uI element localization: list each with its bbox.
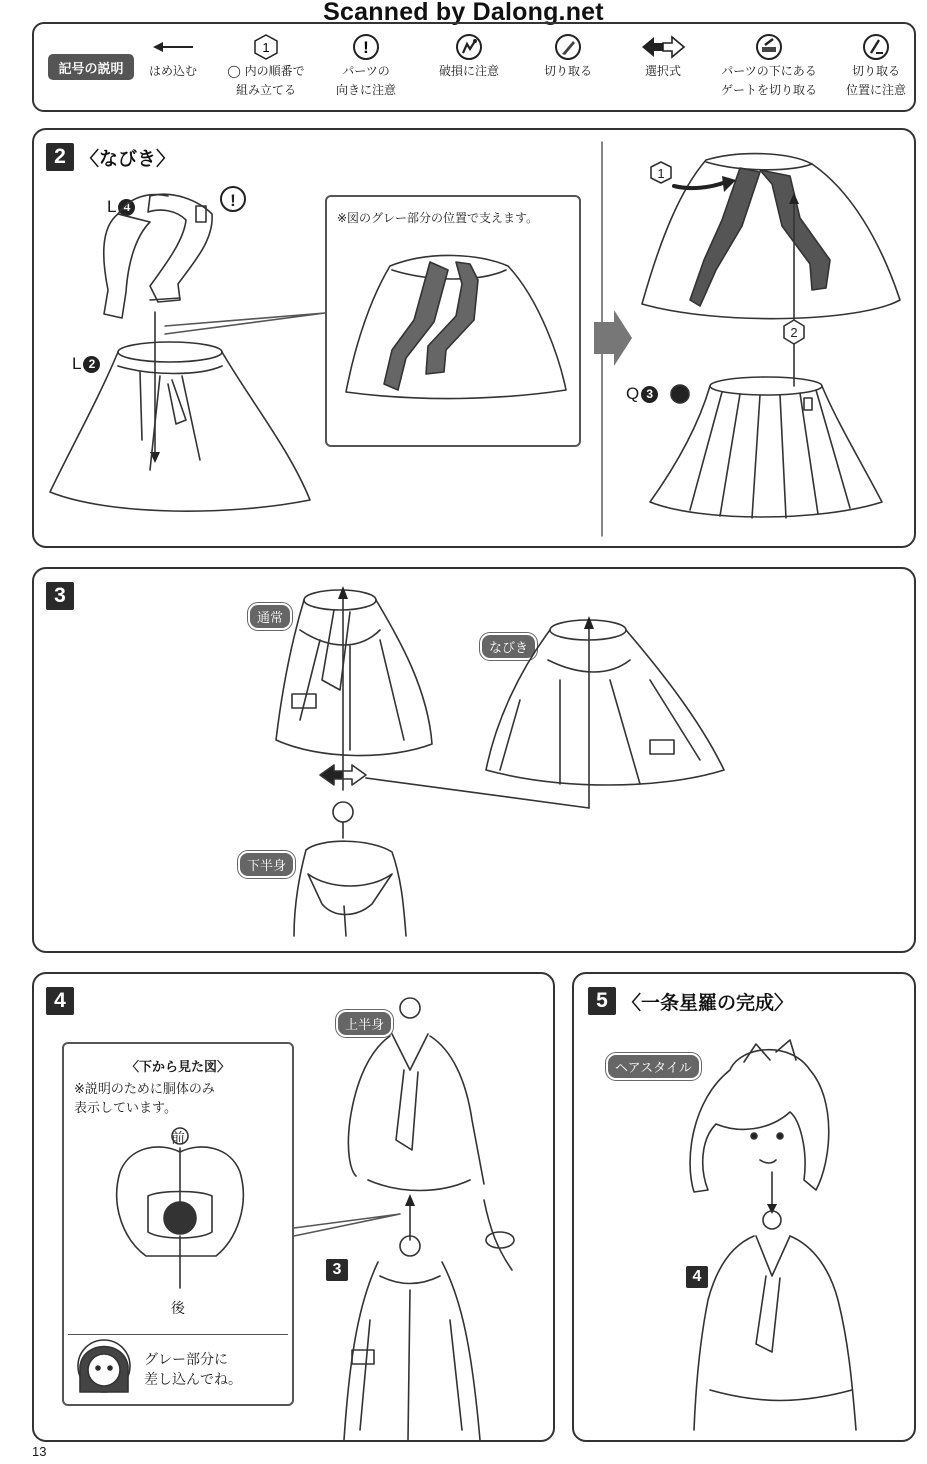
legend-item-cut: 切り取る [530,32,606,81]
upper-body-shirt [348,998,514,1270]
torso-bottom-view [117,1128,244,1288]
part-label-q3: Q 3 [626,384,658,404]
legend-item-breakage: 破損に注意 [426,32,512,81]
tag-normal: 通常 [248,603,292,630]
lower-body-part [294,802,406,936]
legend-item-select: 選択式 [628,32,698,81]
bottom-view-title: 〈下から見た図〉 [125,1060,230,1075]
svg-text:2: 2 [790,325,798,340]
part-label-l2: L 2 [72,354,100,374]
tag-fluttering: なびき [480,633,537,660]
step-2-number: 2 [46,143,74,171]
callout-skirt-drawing [346,255,566,398]
ref-step-4-badge: 4 [686,1266,708,1288]
insert-tip: グレー部分に 差し込んでね。 [144,1352,242,1388]
normal-skirt-assembly [276,590,432,756]
part-label-l4: L 4 [107,197,135,217]
fluttering-wrap-assembled [642,154,900,319]
ref-step-3-badge: 3 [326,1259,348,1281]
bottom-view-note: ※説明のために胴体のみ 表示しています。 [74,1082,215,1116]
step-2-title: 〈なびき〉 [80,148,176,170]
svg-text:1: 1 [262,40,270,55]
step-3-number: 3 [46,582,74,610]
hairstyle-part [690,1040,829,1192]
fluttering-skirt-assembly [486,620,724,785]
step-5-number: 5 [588,987,616,1015]
tag-hairstyle: ヘアスタイル [606,1053,701,1080]
legend-item-insert: はめ込む [138,32,208,81]
svg-text:1: 1 [657,166,665,181]
scanner-watermark: Scanned by Dalong.net [323,0,604,26]
front-label: 前 [171,1131,185,1147]
step-5-title: 〈一条星羅の完成〉 [622,992,794,1014]
back-label: 後 [171,1301,185,1317]
svg-text:!: ! [230,191,236,210]
mascot-avatar [78,1340,130,1392]
legend-item-gate-below: パーツの下にある ゲートを切り取る [714,32,824,100]
svg-text:!: ! [363,38,369,57]
wrapped-skirt-l2 [50,342,310,511]
step-4-number: 4 [46,987,74,1015]
legend-item-order: 1 ◯ 内の順番で 組み立てる [216,32,316,100]
completed-figure [694,1211,856,1430]
legend-item-direction: ! パーツの 向きに注意 [326,32,406,100]
cut-gate-below-icon [671,385,689,403]
legend-item-cut-position: 切り取る 位置に注意 [838,32,914,100]
sleeves-part-l4 [104,194,212,318]
tag-lower-body: 下半身 [238,851,295,878]
tag-upper-body: 上半身 [336,1010,393,1037]
assembled-lower-body [344,1236,480,1440]
page-number: 13 [32,1444,47,1459]
support-note: ※図のグレー部分の位置で支えます。 [337,211,539,225]
legend-title: 記号の説明 [48,54,134,80]
